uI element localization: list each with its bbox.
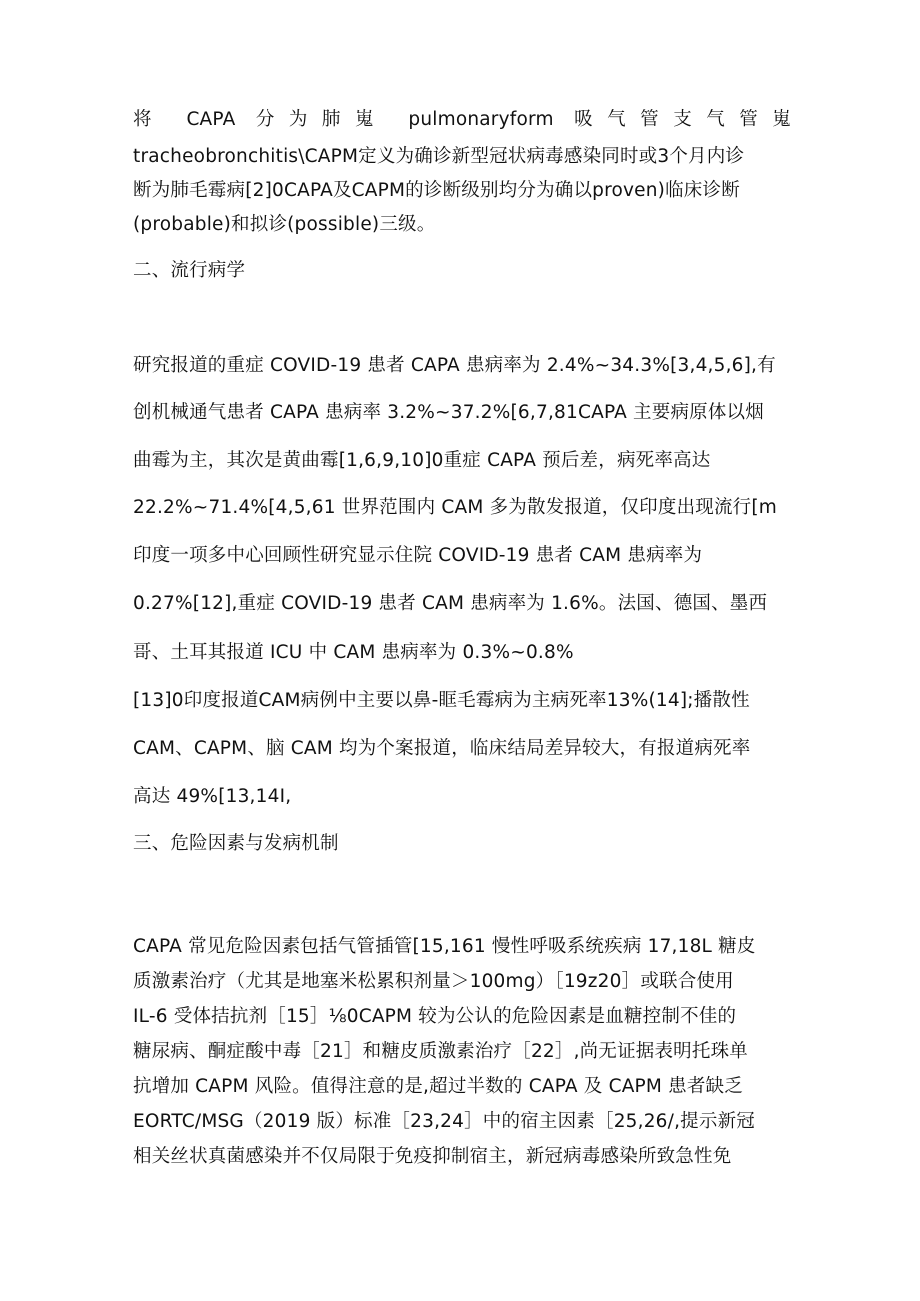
paragraph-2-line-3: 曲霉为主，其次是黄曲霉[1,6,9,10]0重症 CAPA 预后差，病死率高达 [133,450,711,471]
paragraph-2-line-5: 印度一项多中心回顾性研究显示住院 COVID-19 患者 CAM 患病率为 [133,545,703,566]
paragraph-1-line-1: 将 CAPA 分为肺嵬 pulmonaryform 吸气管支气管嵬 [133,109,791,130]
paragraph-2-line-4: 22.2%~71.4%[4,5,61 世界范围内 CAM 多为散发报道，仅印度出现流行[m [133,497,778,518]
paragraph-2-line-2: 创机械通气患者 CAPA 患病率 3.2%~37.2%[6,7,81CAPA 主要病原体以烟 [133,402,764,423]
paragraph-1-line-2: tracheobronchitis\CAPM定义为确诊新型冠状病毒感染同时或3个月内诊 [133,146,745,167]
paragraph-3-line-2: 质激素治疗（尤其是地塞米松累积剂量＞100mg）［19z20］或联合使用 [133,971,734,992]
paragraph-2-line-9: CAM、CAPM、脑 CAM 均为个案报道，临床结局差异较大，有报道病死率 [133,738,751,759]
section-heading-risk-factors: 三、危险因素与发病机制 [133,833,339,854]
paragraph-3-line-5: 抗增加 CAPM 风险。值得注意的是,超过半数的 CAPA 及 CAPM 患者缺乏 [133,1076,743,1097]
paragraph-3-line-1: CAPA 常见危险因素包括气管插管[15,161 慢性呼吸系统疾病 17,18L 糖皮 [133,936,756,957]
paragraph-2-line-8: [13]0印度报道CAM病例中主要以鼻-眶毛霉病为主病死率13%(14];播散性 [133,690,750,711]
paragraph-1-line-4: (probable)和拟诊(possible)三级。 [133,214,436,235]
paragraph-1-line-3: 断为肺毛霉病[2]0CAPA及CAPM的诊断级别均分为确以proven)临床诊断 [133,180,740,201]
paragraph-3-line-4: 糖尿病、酮症酸中毒［21］和糖皮质激素治疗［22］,尚无证据表明托珠单 [133,1041,748,1062]
paragraph-2-line-6: 0.27%[12],重症 COVID-19 患者 CAM 患病率为 1.6%。法国、德国、墨西 [133,593,768,614]
paragraph-3-line-6: EORTC∕MSG（2019 版）标准［23,24］中的宿主因素［25,26∕,提示新冠 [133,1111,755,1132]
paragraph-2-line-1: 研究报道的重症 COVID-19 患者 CAPA 患病率为 2.4%~34.3%[3,4,5,6],有 [133,355,776,376]
paragraph-2-line-10: 高达 49%[13,14I, [133,786,292,807]
paragraph-2-line-7: 哥、土耳其报道 ICU 中 CAM 患病率为 0.3%~0.8% [133,642,574,663]
paragraph-3-line-7: 相关丝状真菌感染并不仅局限于免疫抑制宿主，新冠病毒感染所致急性免 [133,1146,732,1167]
section-heading-epidemiology: 二、流行病学 [133,260,246,281]
paragraph-3-line-3: IL-6 受体拮抗剂［15］⅛0CAPM 较为公认的危险因素是血糖控制不佳的 [133,1006,737,1027]
